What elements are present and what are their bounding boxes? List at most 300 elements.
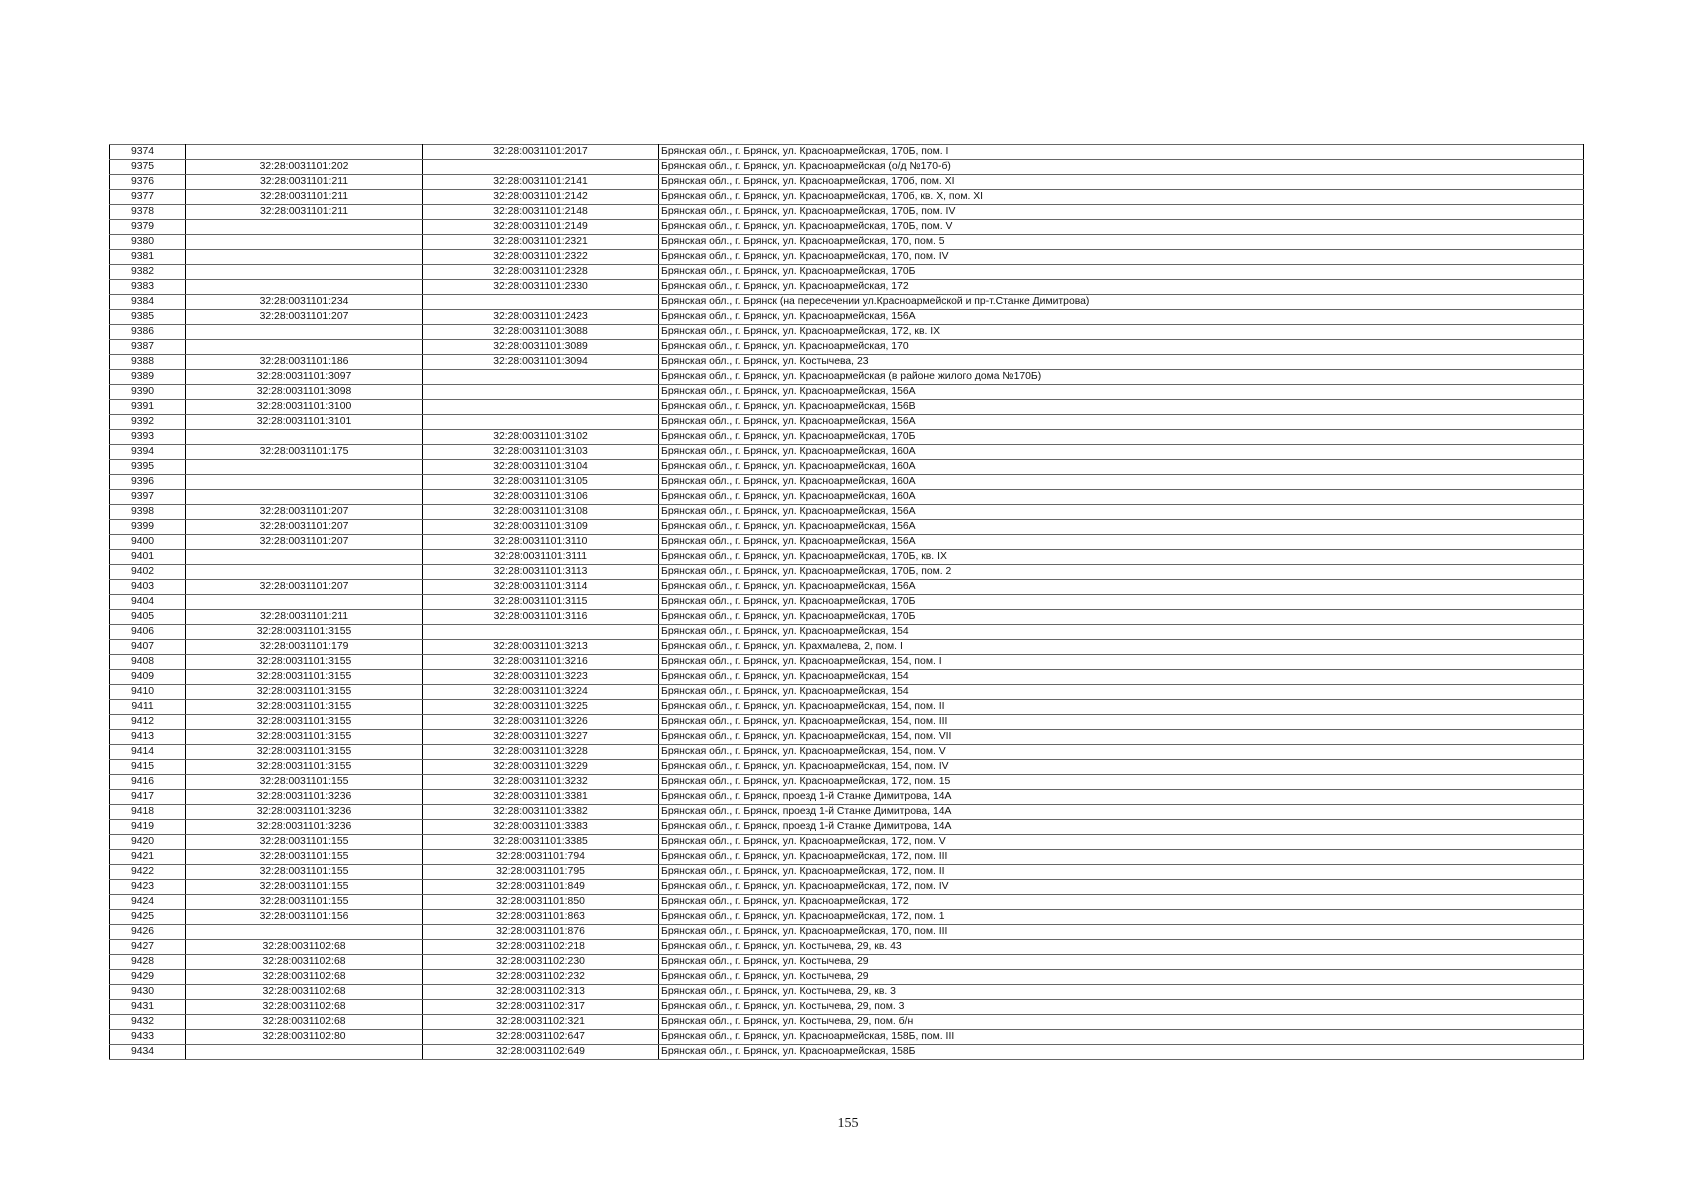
parcel-cadastral-number-cell: 32:28:0031101:3097 — [186, 370, 423, 385]
row-number-cell: 9423 — [110, 880, 186, 895]
parcel-cadastral-number-cell — [186, 460, 423, 475]
row-number-cell: 9409 — [110, 670, 186, 685]
object-cadastral-number-cell: 32:28:0031101:794 — [423, 850, 659, 865]
parcel-cadastral-number-cell — [186, 280, 423, 295]
table-row — [110, 415, 1584, 430]
address-cell: Брянская обл., г. Брянск, ул. Красноармейская, 172 — [659, 280, 1584, 295]
table-row — [110, 145, 1584, 160]
address-cell: Брянская обл., г. Брянск, ул. Костычева, 29, пом. 3 — [659, 1000, 1584, 1015]
address-cell: Брянская обл., г. Брянск, ул. Красноармейская, 156А — [659, 535, 1584, 550]
row-number-cell: 9374 — [110, 145, 186, 160]
parcel-cadastral-number-cell: 32:28:0031101:211 — [186, 205, 423, 220]
parcel-cadastral-number-cell: 32:28:0031101:207 — [186, 505, 423, 520]
parcel-cadastral-number-cell: 32:28:0031102:68 — [186, 955, 423, 970]
table-row — [110, 985, 1584, 1000]
object-cadastral-number-cell — [423, 625, 659, 640]
object-cadastral-number-cell: 32:28:0031101:3385 — [423, 835, 659, 850]
object-cadastral-number-cell: 32:28:0031101:3116 — [423, 610, 659, 625]
address-cell: Брянская обл., г. Брянск, ул. Красноармейская, 160А — [659, 445, 1584, 460]
address-cell: Брянская обл., г. Брянск, ул. Красноармейская, 170Б — [659, 265, 1584, 280]
parcel-cadastral-number-cell: 32:28:0031101:3155 — [186, 730, 423, 745]
object-cadastral-number-cell: 32:28:0031102:647 — [423, 1030, 659, 1045]
parcel-cadastral-number-cell: 32:28:0031101:3155 — [186, 715, 423, 730]
object-cadastral-number-cell: 32:28:0031101:3089 — [423, 340, 659, 355]
object-cadastral-number-cell: 32:28:0031101:2321 — [423, 235, 659, 250]
row-number-cell: 9429 — [110, 970, 186, 985]
table-row — [110, 160, 1584, 175]
object-cadastral-number-cell: 32:28:0031102:321 — [423, 1015, 659, 1030]
parcel-cadastral-number-cell: 32:28:0031101:211 — [186, 610, 423, 625]
table-row — [110, 460, 1584, 475]
address-cell: Брянская обл., г. Брянск, ул. Костычева, 23 — [659, 355, 1584, 370]
address-cell: Брянская обл., г. Брянск, ул. Красноармейская, 172, пом. II — [659, 865, 1584, 880]
address-cell: Брянская обл., г. Брянск, ул. Костычева, 29, кв. 43 — [659, 940, 1584, 955]
row-number-cell: 9399 — [110, 520, 186, 535]
object-cadastral-number-cell: 32:28:0031101:3382 — [423, 805, 659, 820]
row-number-cell: 9398 — [110, 505, 186, 520]
address-cell: Брянская обл., г. Брянск, ул. Красноармейская, 156А — [659, 580, 1584, 595]
address-cell: Брянская обл., г. Брянск, ул. Красноармейская, 160А — [659, 475, 1584, 490]
parcel-cadastral-number-cell: 32:28:0031101:211 — [186, 175, 423, 190]
table-row — [110, 865, 1584, 880]
row-number-cell: 9411 — [110, 700, 186, 715]
row-number-cell: 9431 — [110, 1000, 186, 1015]
address-cell: Брянская обл., г. Брянск, ул. Красноармейская, 156В — [659, 400, 1584, 415]
table-row — [110, 205, 1584, 220]
row-number-cell: 9386 — [110, 325, 186, 340]
address-cell: Брянская обл., г. Брянск, ул. Красноармейская, 170Б, пом. V — [659, 220, 1584, 235]
row-number-cell: 9388 — [110, 355, 186, 370]
table-row — [110, 1030, 1584, 1045]
object-cadastral-number-cell: 32:28:0031101:3225 — [423, 700, 659, 715]
table-row — [110, 1000, 1584, 1015]
object-cadastral-number-cell — [423, 415, 659, 430]
parcel-cadastral-number-cell: 32:28:0031101:155 — [186, 775, 423, 790]
table-row — [110, 1045, 1584, 1060]
address-cell: Брянская обл., г. Брянск, проезд 1-й Станке Димитрова, 14А — [659, 790, 1584, 805]
address-cell: Брянская обл., г. Брянск, ул. Красноармейская, 170б, пом. XI — [659, 175, 1584, 190]
row-number-cell: 9417 — [110, 790, 186, 805]
parcel-cadastral-number-cell: 32:28:0031101:155 — [186, 895, 423, 910]
table-row — [110, 310, 1584, 325]
object-cadastral-number-cell: 32:28:0031101:2017 — [423, 145, 659, 160]
address-cell: Брянская обл., г. Брянск, ул. Красноармейская, 160А — [659, 490, 1584, 505]
table-row — [110, 505, 1584, 520]
table-row — [110, 190, 1584, 205]
table-row — [110, 490, 1584, 505]
row-number-cell: 9387 — [110, 340, 186, 355]
table-row — [110, 1015, 1584, 1030]
row-number-cell: 9403 — [110, 580, 186, 595]
row-number-cell: 9434 — [110, 1045, 186, 1060]
object-cadastral-number-cell — [423, 400, 659, 415]
table-row — [110, 250, 1584, 265]
parcel-cadastral-number-cell: 32:28:0031101:3236 — [186, 805, 423, 820]
address-cell: Брянская обл., г. Брянск, ул. Костычева, 29 — [659, 970, 1584, 985]
parcel-cadastral-number-cell — [186, 235, 423, 250]
row-number-cell: 9422 — [110, 865, 186, 880]
row-number-cell: 9402 — [110, 565, 186, 580]
table-row — [110, 235, 1584, 250]
parcel-cadastral-number-cell — [186, 220, 423, 235]
object-cadastral-number-cell: 32:28:0031102:317 — [423, 1000, 659, 1015]
row-number-cell: 9410 — [110, 685, 186, 700]
object-cadastral-number-cell: 32:28:0031101:3088 — [423, 325, 659, 340]
row-number-cell: 9375 — [110, 160, 186, 175]
address-cell: Брянская обл., г. Брянск, ул. Крахмалева, 2, пом. I — [659, 640, 1584, 655]
object-cadastral-number-cell: 32:28:0031101:3105 — [423, 475, 659, 490]
table-row — [110, 550, 1584, 565]
object-cadastral-number-cell: 32:28:0031101:2141 — [423, 175, 659, 190]
row-number-cell: 9396 — [110, 475, 186, 490]
table-row — [110, 535, 1584, 550]
row-number-cell: 9395 — [110, 460, 186, 475]
table-row — [110, 430, 1584, 445]
object-cadastral-number-cell: 32:28:0031101:850 — [423, 895, 659, 910]
table-row — [110, 835, 1584, 850]
table-row — [110, 805, 1584, 820]
object-cadastral-number-cell: 32:28:0031101:863 — [423, 910, 659, 925]
row-number-cell: 9416 — [110, 775, 186, 790]
address-cell: Брянская обл., г. Брянск, ул. Костычева, 29, пом. б/н — [659, 1015, 1584, 1030]
table-row — [110, 385, 1584, 400]
parcel-cadastral-number-cell: 32:28:0031101:179 — [186, 640, 423, 655]
object-cadastral-number-cell: 32:28:0031101:2322 — [423, 250, 659, 265]
address-cell: Брянская обл., г. Брянск, ул. Красноармейская, 156А — [659, 310, 1584, 325]
parcel-cadastral-number-cell: 32:28:0031101:3155 — [186, 670, 423, 685]
row-number-cell: 9391 — [110, 400, 186, 415]
row-number-cell: 9426 — [110, 925, 186, 940]
parcel-cadastral-number-cell — [186, 565, 423, 580]
address-cell: Брянская обл., г. Брянск, ул. Красноармейская, 160А — [659, 460, 1584, 475]
object-cadastral-number-cell: 32:28:0031101:3102 — [423, 430, 659, 445]
address-cell: Брянская обл., г. Брянск, ул. Красноармейская, 170, пом. IV — [659, 250, 1584, 265]
row-number-cell: 9382 — [110, 265, 186, 280]
parcel-cadastral-number-cell: 32:28:0031102:68 — [186, 940, 423, 955]
object-cadastral-number-cell: 32:28:0031101:3223 — [423, 670, 659, 685]
table-row — [110, 655, 1584, 670]
object-cadastral-number-cell: 32:28:0031101:2328 — [423, 265, 659, 280]
parcel-cadastral-number-cell — [186, 475, 423, 490]
table-row — [110, 955, 1584, 970]
table-row — [110, 730, 1584, 745]
parcel-cadastral-number-cell: 32:28:0031101:186 — [186, 355, 423, 370]
address-cell: Брянская обл., г. Брянск, ул. Красноармейская, 154, пом. II — [659, 700, 1584, 715]
address-cell: Брянская обл., г. Брянск, проезд 1-й Станке Димитрова, 14А — [659, 805, 1584, 820]
address-cell: Брянская обл., г. Брянск, ул. Красноармейская, 170 — [659, 340, 1584, 355]
object-cadastral-number-cell: 32:28:0031101:2330 — [423, 280, 659, 295]
row-number-cell: 9385 — [110, 310, 186, 325]
address-cell: Брянская обл., г. Брянск, ул. Красноармейская, 154, пом. VII — [659, 730, 1584, 745]
object-cadastral-number-cell: 32:28:0031101:2148 — [423, 205, 659, 220]
row-number-cell: 9421 — [110, 850, 186, 865]
address-cell: Брянская обл., г. Брянск, ул. Красноармейская, 156А — [659, 505, 1584, 520]
parcel-cadastral-number-cell: 32:28:0031101:155 — [186, 880, 423, 895]
address-cell: Брянская обл., г. Брянск, ул. Красноармейская, 170Б, пом. 2 — [659, 565, 1584, 580]
table-row — [110, 850, 1584, 865]
row-number-cell: 9400 — [110, 535, 186, 550]
row-number-cell: 9415 — [110, 760, 186, 775]
parcel-cadastral-number-cell: 32:28:0031102:68 — [186, 1015, 423, 1030]
row-number-cell: 9397 — [110, 490, 186, 505]
object-cadastral-number-cell: 32:28:0031101:3226 — [423, 715, 659, 730]
table-row — [110, 445, 1584, 460]
object-cadastral-number-cell: 32:28:0031101:3110 — [423, 535, 659, 550]
row-number-cell: 9377 — [110, 190, 186, 205]
row-number-cell: 9414 — [110, 745, 186, 760]
parcel-cadastral-number-cell — [186, 925, 423, 940]
page-number: 155 — [837, 1116, 859, 1131]
row-number-cell: 9379 — [110, 220, 186, 235]
object-cadastral-number-cell: 32:28:0031101:3381 — [423, 790, 659, 805]
address-cell: Брянская обл., г. Брянск, ул. Красноармейская, 154, пом. V — [659, 745, 1584, 760]
table-row — [110, 820, 1584, 835]
row-number-cell: 9428 — [110, 955, 186, 970]
object-cadastral-number-cell: 32:28:0031101:3115 — [423, 595, 659, 610]
address-cell: Брянская обл., г. Брянск, ул. Красноармейская, 170Б — [659, 430, 1584, 445]
address-cell: Брянская обл., г. Брянск, ул. Красноармейская, 154 — [659, 625, 1584, 640]
row-number-cell: 9406 — [110, 625, 186, 640]
address-cell: Брянская обл., г. Брянск, ул. Красноармейская (о/д №170-б) — [659, 160, 1584, 175]
parcel-cadastral-number-cell — [186, 265, 423, 280]
row-number-cell: 9390 — [110, 385, 186, 400]
row-number-cell: 9427 — [110, 940, 186, 955]
address-cell: Брянская обл., г. Брянск, ул. Красноармейская, 156А — [659, 520, 1584, 535]
parcel-cadastral-number-cell: 32:28:0031101:3155 — [186, 685, 423, 700]
address-cell: Брянская обл., г. Брянск, ул. Красноармейская, 158Б, пом. III — [659, 1030, 1584, 1045]
table-row — [110, 355, 1584, 370]
address-cell: Брянская обл., г. Брянск, ул. Красноармейская, 172 — [659, 895, 1584, 910]
address-cell: Брянская обл., г. Брянск, ул. Красноармейская, 170Б — [659, 595, 1584, 610]
table-row — [110, 340, 1584, 355]
object-cadastral-number-cell: 32:28:0031101:3106 — [423, 490, 659, 505]
row-number-cell: 9384 — [110, 295, 186, 310]
object-cadastral-number-cell: 32:28:0031101:3109 — [423, 520, 659, 535]
address-cell: Брянская обл., г. Брянск, ул. Красноармейская, 156А — [659, 385, 1584, 400]
table-row — [110, 880, 1584, 895]
row-number-cell: 9408 — [110, 655, 186, 670]
address-cell: Брянская обл., г. Брянск, ул. Красноармейская, 170Б — [659, 610, 1584, 625]
object-cadastral-number-cell: 32:28:0031102:230 — [423, 955, 659, 970]
row-number-cell: 9405 — [110, 610, 186, 625]
parcel-cadastral-number-cell: 32:28:0031101:207 — [186, 520, 423, 535]
object-cadastral-number-cell: 32:28:0031101:3213 — [423, 640, 659, 655]
parcel-cadastral-number-cell: 32:28:0031101:202 — [186, 160, 423, 175]
address-cell: Брянская обл., г. Брянск, ул. Красноармейская, 172, пом. III — [659, 850, 1584, 865]
table-row — [110, 760, 1584, 775]
object-cadastral-number-cell: 32:28:0031101:849 — [423, 880, 659, 895]
registry-table-body — [110, 145, 1584, 1060]
object-cadastral-number-cell: 32:28:0031101:2149 — [423, 220, 659, 235]
address-cell: Брянская обл., г. Брянск, ул. Красноармейская, 154, пом. IV — [659, 760, 1584, 775]
parcel-cadastral-number-cell — [186, 595, 423, 610]
parcel-cadastral-number-cell: 32:28:0031102:80 — [186, 1030, 423, 1045]
row-number-cell: 9433 — [110, 1030, 186, 1045]
parcel-cadastral-number-cell: 32:28:0031101:3098 — [186, 385, 423, 400]
table-row — [110, 910, 1584, 925]
address-cell: Брянская обл., г. Брянск, ул. Красноармейская, 154 — [659, 670, 1584, 685]
row-number-cell: 9404 — [110, 595, 186, 610]
table-row — [110, 925, 1584, 940]
object-cadastral-number-cell: 32:28:0031101:3383 — [423, 820, 659, 835]
address-cell: Брянская обл., г. Брянск, проезд 1-й Станке Димитрова, 14А — [659, 820, 1584, 835]
table-row — [110, 745, 1584, 760]
table-row — [110, 265, 1584, 280]
parcel-cadastral-number-cell: 32:28:0031101:155 — [186, 850, 423, 865]
table-row — [110, 700, 1584, 715]
table-row — [110, 175, 1584, 190]
parcel-cadastral-number-cell: 32:28:0031101:207 — [186, 535, 423, 550]
object-cadastral-number-cell: 32:28:0031101:3229 — [423, 760, 659, 775]
parcel-cadastral-number-cell: 32:28:0031102:68 — [186, 970, 423, 985]
object-cadastral-number-cell: 32:28:0031101:3227 — [423, 730, 659, 745]
table-row — [110, 670, 1584, 685]
parcel-cadastral-number-cell: 32:28:0031101:3155 — [186, 745, 423, 760]
address-cell: Брянская обл., г. Брянск, ул. Красноармейская, 170, пом. 5 — [659, 235, 1584, 250]
parcel-cadastral-number-cell: 32:28:0031102:68 — [186, 1000, 423, 1015]
parcel-cadastral-number-cell: 32:28:0031101:3155 — [186, 625, 423, 640]
object-cadastral-number-cell — [423, 370, 659, 385]
object-cadastral-number-cell: 32:28:0031101:3114 — [423, 580, 659, 595]
address-cell: Брянская обл., г. Брянск, ул. Красноармейская, 170Б, пом. I — [659, 145, 1584, 160]
table-row — [110, 295, 1584, 310]
parcel-cadastral-number-cell — [186, 325, 423, 340]
object-cadastral-number-cell: 32:28:0031102:313 — [423, 985, 659, 1000]
object-cadastral-number-cell: 32:28:0031101:2142 — [423, 190, 659, 205]
row-number-cell: 9418 — [110, 805, 186, 820]
address-cell: Брянская обл., г. Брянск, ул. Красноармейская (в районе жилого дома №170Б) — [659, 370, 1584, 385]
row-number-cell: 9392 — [110, 415, 186, 430]
object-cadastral-number-cell: 32:28:0031101:3224 — [423, 685, 659, 700]
object-cadastral-number-cell: 32:28:0031101:3111 — [423, 550, 659, 565]
row-number-cell: 9389 — [110, 370, 186, 385]
parcel-cadastral-number-cell — [186, 145, 423, 160]
parcel-cadastral-number-cell — [186, 250, 423, 265]
table-row — [110, 325, 1584, 340]
object-cadastral-number-cell: 32:28:0031101:3094 — [423, 355, 659, 370]
row-number-cell: 9413 — [110, 730, 186, 745]
table-row — [110, 565, 1584, 580]
parcel-cadastral-number-cell: 32:28:0031101:3155 — [186, 655, 423, 670]
table-row — [110, 625, 1584, 640]
row-number-cell: 9401 — [110, 550, 186, 565]
parcel-cadastral-number-cell: 32:28:0031101:3101 — [186, 415, 423, 430]
object-cadastral-number-cell: 32:28:0031102:218 — [423, 940, 659, 955]
object-cadastral-number-cell: 32:28:0031101:795 — [423, 865, 659, 880]
object-cadastral-number-cell: 32:28:0031102:232 — [423, 970, 659, 985]
address-cell: Брянская обл., г. Брянск, ул. Красноармейская, 172, пом. IV — [659, 880, 1584, 895]
parcel-cadastral-number-cell: 32:28:0031102:68 — [186, 985, 423, 1000]
address-cell: Брянская обл., г. Брянск, ул. Красноармейская, 170Б, пом. IV — [659, 205, 1584, 220]
row-number-cell: 9419 — [110, 820, 186, 835]
parcel-cadastral-number-cell: 32:28:0031101:3236 — [186, 790, 423, 805]
object-cadastral-number-cell — [423, 160, 659, 175]
table-row — [110, 640, 1584, 655]
table-row — [110, 790, 1584, 805]
parcel-cadastral-number-cell — [186, 550, 423, 565]
object-cadastral-number-cell — [423, 295, 659, 310]
row-number-cell: 9383 — [110, 280, 186, 295]
object-cadastral-number-cell: 32:28:0031101:2423 — [423, 310, 659, 325]
address-cell: Брянская обл., г. Брянск, ул. Красноармейская, 154, пом. III — [659, 715, 1584, 730]
parcel-cadastral-number-cell: 32:28:0031101:211 — [186, 190, 423, 205]
address-cell: Брянская обл., г. Брянск, ул. Красноармейская, 172, пом. V — [659, 835, 1584, 850]
parcel-cadastral-number-cell: 32:28:0031101:3236 — [186, 820, 423, 835]
object-cadastral-number-cell: 32:28:0031101:3104 — [423, 460, 659, 475]
parcel-cadastral-number-cell: 32:28:0031101:175 — [186, 445, 423, 460]
table-row — [110, 940, 1584, 955]
row-number-cell: 9380 — [110, 235, 186, 250]
address-cell: Брянская обл., г. Брянск, ул. Костычева, 29, кв. 3 — [659, 985, 1584, 1000]
object-cadastral-number-cell: 32:28:0031102:649 — [423, 1045, 659, 1060]
table-row — [110, 220, 1584, 235]
parcel-cadastral-number-cell — [186, 340, 423, 355]
address-cell: Брянская обл., г. Брянск, ул. Красноармейская, 172, пом. 15 — [659, 775, 1584, 790]
table-row — [110, 970, 1584, 985]
row-number-cell: 9394 — [110, 445, 186, 460]
row-number-cell: 9425 — [110, 910, 186, 925]
table-row — [110, 685, 1584, 700]
address-cell: Брянская обл., г. Брянск, ул. Красноармейская, 170, пом. III — [659, 925, 1584, 940]
row-number-cell: 9430 — [110, 985, 186, 1000]
table-row — [110, 715, 1584, 730]
object-cadastral-number-cell: 32:28:0031101:3232 — [423, 775, 659, 790]
address-cell: Брянская обл., г. Брянск, ул. Красноармейская, 170Б, кв. IX — [659, 550, 1584, 565]
table-row — [110, 475, 1584, 490]
table-row — [110, 895, 1584, 910]
row-number-cell: 9412 — [110, 715, 186, 730]
address-cell: Брянская обл., г. Брянск, ул. Красноармейская, 158Б — [659, 1045, 1584, 1060]
parcel-cadastral-number-cell: 32:28:0031101:155 — [186, 835, 423, 850]
row-number-cell: 9424 — [110, 895, 186, 910]
table-row — [110, 520, 1584, 535]
address-cell: Брянская обл., г. Брянск, ул. Красноармейская, 154 — [659, 685, 1584, 700]
parcel-cadastral-number-cell: 32:28:0031101:3100 — [186, 400, 423, 415]
registry-table — [109, 144, 1584, 1060]
table-row — [110, 400, 1584, 415]
row-number-cell: 9381 — [110, 250, 186, 265]
parcel-cadastral-number-cell: 32:28:0031101:234 — [186, 295, 423, 310]
table-row — [110, 580, 1584, 595]
row-number-cell: 9376 — [110, 175, 186, 190]
table-row — [110, 610, 1584, 625]
parcel-cadastral-number-cell: 32:28:0031101:3155 — [186, 700, 423, 715]
parcel-cadastral-number-cell: 32:28:0031101:207 — [186, 310, 423, 325]
row-number-cell: 9378 — [110, 205, 186, 220]
object-cadastral-number-cell: 32:28:0031101:876 — [423, 925, 659, 940]
object-cadastral-number-cell: 32:28:0031101:3103 — [423, 445, 659, 460]
address-cell: Брянская обл., г. Брянск, ул. Красноармейская, 156А — [659, 415, 1584, 430]
parcel-cadastral-number-cell — [186, 490, 423, 505]
object-cadastral-number-cell — [423, 385, 659, 400]
table-row — [110, 280, 1584, 295]
row-number-cell: 9407 — [110, 640, 186, 655]
address-cell: Брянская обл., г. Брянск, ул. Костычева, 29 — [659, 955, 1584, 970]
parcel-cadastral-number-cell: 32:28:0031101:156 — [186, 910, 423, 925]
address-cell: Брянская обл., г. Брянск, ул. Красноармейская, 172, пом. 1 — [659, 910, 1584, 925]
address-cell: Брянская обл., г. Брянск (на пересечении ул.Красноармейской и пр-т.Станке Димитрова) — [659, 295, 1584, 310]
object-cadastral-number-cell: 32:28:0031101:3113 — [423, 565, 659, 580]
address-cell: Брянская обл., г. Брянск, ул. Красноармейская, 154, пом. I — [659, 655, 1584, 670]
table-row — [110, 370, 1584, 385]
parcel-cadastral-number-cell: 32:28:0031101:155 — [186, 865, 423, 880]
parcel-cadastral-number-cell — [186, 430, 423, 445]
table-row — [110, 775, 1584, 790]
parcel-cadastral-number-cell: 32:28:0031101:3155 — [186, 760, 423, 775]
address-cell: Брянская обл., г. Брянск, ул. Красноармейская, 172, кв. IX — [659, 325, 1584, 340]
parcel-cadastral-number-cell — [186, 1045, 423, 1060]
row-number-cell: 9420 — [110, 835, 186, 850]
